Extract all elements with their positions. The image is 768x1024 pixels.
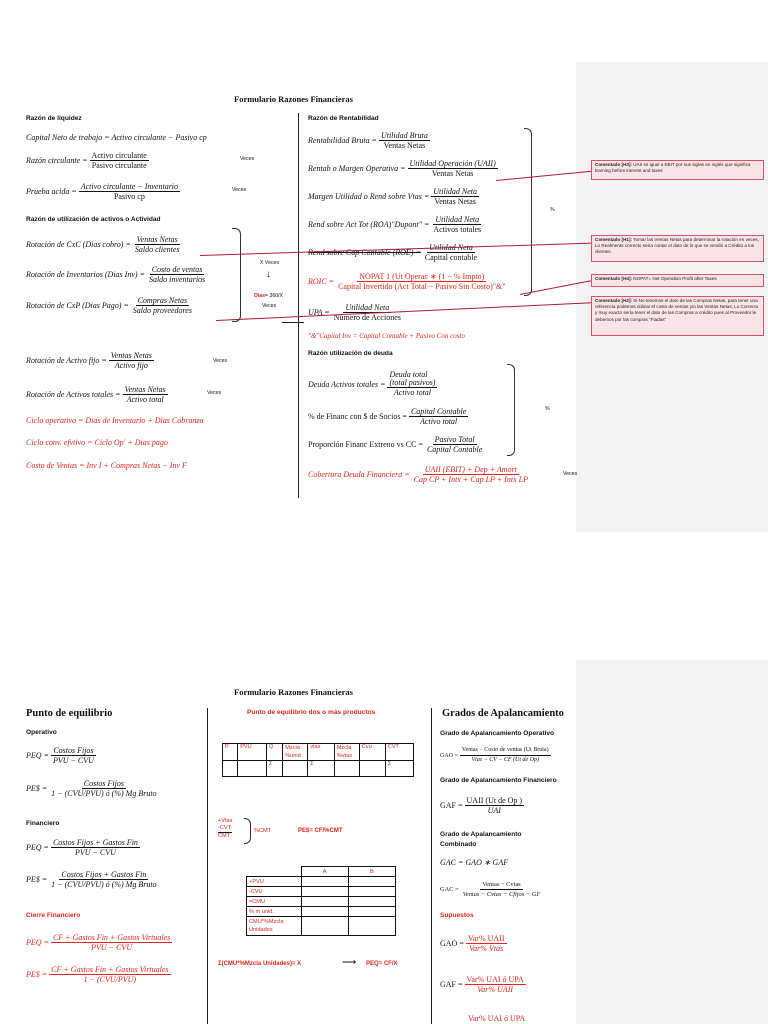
formula-lhs: Rotación de Activo fijo = xyxy=(26,356,107,365)
denominator: Var% Vtas xyxy=(469,944,504,953)
table-row xyxy=(247,887,396,897)
page-title: Formulario Razones Financieras xyxy=(234,94,353,104)
table-cell xyxy=(301,907,348,917)
formula-sum-cmu: Σ(CMU*%Mzcla Unidades)= X xyxy=(218,961,302,967)
denominator: 1 − (CVU/PVU) xyxy=(83,975,137,984)
dias-label: Dias xyxy=(254,293,265,299)
column-divider xyxy=(298,113,299,498)
denominator: Activo total xyxy=(420,417,458,426)
table-cell: Cvu xyxy=(359,744,385,761)
formula-gac xyxy=(440,880,544,899)
numerator: Costos Fijos + Gastos Fin xyxy=(52,838,138,847)
table-cell: % m unid. xyxy=(247,907,302,917)
unit-percent: % xyxy=(550,207,555,213)
bracket-rentabilidad xyxy=(524,128,532,296)
formula-rotacion-activo-fijo xyxy=(26,351,156,370)
comment-tag: Comentado [H1]: xyxy=(595,237,633,242)
formula-ciclo-efectivo: Ciclo conv. efvtivo = Ciclo Op' + Dias pago xyxy=(26,438,168,447)
formula-peq-cfx: PEQ= CF/X xyxy=(366,961,398,967)
label-pct-cmt: %CMT xyxy=(254,828,272,834)
formula-gac-producto: GAC = GAO ∗ GAF xyxy=(440,858,509,867)
numerator: Ventas Netas xyxy=(110,351,152,360)
formula-lhs: GAF = xyxy=(440,980,463,989)
denominator: Capital Invertido (Act Total − Pasivo Sin Costo)"&" xyxy=(338,282,506,291)
formula-lhs: % de Financ con $ de Socios = xyxy=(308,412,407,421)
denominator: Activo total xyxy=(126,395,164,404)
denominator: Ventas Netas xyxy=(431,169,474,178)
table-cell: Q xyxy=(266,744,282,761)
label-veces: Veces xyxy=(262,303,277,309)
numerator: CF + Gastos Fin + Gastos Virtuales xyxy=(52,933,171,942)
numerator: Utilidad Neta xyxy=(429,243,473,252)
denominator: Número de Acciones xyxy=(333,313,401,322)
bracket-rotacion xyxy=(232,228,241,322)
page-title: Formulario Razones Financieras xyxy=(234,687,353,697)
table-cell: B xyxy=(348,867,395,877)
formula-costo-ventas: Costo de Ventas = Inv I + Compras Netas − Inv F xyxy=(26,461,187,470)
numerator: Costos Fijos + Gastos Fin xyxy=(61,870,147,879)
formula-lhs: ROIC = xyxy=(308,277,335,286)
numerator: Utilidad Neta xyxy=(433,187,478,196)
subheading-gao: Grado de Apalancamiento Operativo xyxy=(440,730,555,737)
formula-lhs: PEQ = xyxy=(26,843,49,852)
numerator: Pasivo Total xyxy=(434,435,475,444)
bracket-deuda xyxy=(507,364,515,456)
denominator: Activo fijo xyxy=(114,361,148,370)
table-cell xyxy=(348,917,395,936)
denominator: UAI xyxy=(487,806,501,815)
numerator: Ventas Netas xyxy=(124,385,166,394)
table-cell: PVU xyxy=(238,744,267,761)
numerator: Costos Fijos xyxy=(83,779,124,788)
formula-ciclo-operativo: Ciclo operativo = Dias de Inventario + Dias Cobranza xyxy=(26,416,204,425)
numerator: Ventas Netas xyxy=(136,235,178,244)
comment-text: UAII es igual a EBIT por sus siglas en inglés que significa Earning before interest and taxes xyxy=(595,162,751,174)
unit-veces: Veces xyxy=(207,390,222,396)
numerator-line-1: Deuda total xyxy=(389,370,428,379)
numerator: Costo de ventas xyxy=(151,265,203,274)
table-cell xyxy=(301,877,348,887)
table-cell xyxy=(247,867,302,877)
table-cell xyxy=(223,761,238,777)
comment-tag: Comentado [H3]: xyxy=(595,162,633,167)
bracket-cmt xyxy=(244,818,251,844)
formula-lhs: GAC = xyxy=(440,886,459,893)
formula-gaf-supuesto xyxy=(440,975,528,994)
table-cell: CVT xyxy=(385,744,413,761)
unit-veces: Veces xyxy=(213,358,228,364)
numerator: Utilidad Neta xyxy=(345,303,390,312)
unit-veces: Veces xyxy=(563,471,578,477)
formula-lhs: PEQ = xyxy=(26,751,49,760)
formula-lhs: UPA = xyxy=(308,308,330,317)
denominator: Capital Contable xyxy=(426,445,483,454)
column-divider xyxy=(207,708,208,1024)
table-cell xyxy=(348,907,395,917)
subheading-gaf: Grado de Apalancamiento Financiero xyxy=(440,777,557,784)
formula-rotacion-inventarios xyxy=(26,265,209,284)
comment-text: Tomar las Ventas Netas para determinar la rotación en veces, Lo Realmente correcto sería contar el dato de lo que se vendió a Crédito a los clientes. xyxy=(595,237,759,255)
dias-eq: = 360/X xyxy=(264,293,283,299)
section-rentabilidad-heading: Razón de Rentabilidad xyxy=(308,115,379,122)
formula-lhs: PE$ = xyxy=(26,875,48,884)
unit-veces: Veces xyxy=(240,156,255,162)
denominator: Pasivo circulante xyxy=(91,161,147,170)
table-cell xyxy=(283,761,308,777)
subheading-cierre-financiero: Cierre Financiero xyxy=(26,912,81,919)
subheading-gac-line-2: Combinado xyxy=(440,841,477,848)
formula-gao-supuesto xyxy=(440,934,509,953)
table-cell xyxy=(334,761,359,777)
denominator: 1 − (CVU/PVU) ó (%) Mg Bruto xyxy=(51,880,157,889)
table-cell xyxy=(301,917,348,936)
comment-tag: Comentado [H4]: xyxy=(595,276,633,281)
formula-lhs: Rend sobre Act Tot (ROA)"Dupont" = xyxy=(308,220,430,229)
table-cell: Mzcla %vtas xyxy=(334,744,359,761)
table-row xyxy=(223,761,414,777)
unit-percent: % xyxy=(545,406,550,412)
formula-lhs: Rotación de CxC (Dias cobro) = xyxy=(26,240,131,249)
flow-item: +Vtas xyxy=(218,818,233,824)
table-cell: Mzcla %unid xyxy=(283,744,308,761)
subheading-supuestos: Supuestos xyxy=(440,912,474,919)
formula-lhs: Rotación de CxP (Dias Pago) = xyxy=(26,301,129,310)
formula-gac-supuesto xyxy=(468,1014,525,1023)
row-divider xyxy=(282,322,304,323)
formula-lhs: Razón circulante = xyxy=(26,156,88,165)
denominator: Activos totales xyxy=(433,225,482,234)
table-cell: CMU*%Mzcla Unidades xyxy=(247,917,302,936)
flow-item: -CVT xyxy=(218,825,232,831)
formula-lhs: Cobertura Deuda Financiera = xyxy=(308,470,410,479)
table-row xyxy=(247,897,396,907)
comment-h2[interactable] xyxy=(591,296,764,336)
numerator: Capital Contable xyxy=(410,407,467,416)
numerator: Costos Fijos xyxy=(53,746,94,755)
denominator: Saldo clientes xyxy=(134,245,180,254)
table-row xyxy=(247,867,396,877)
table-cell: P xyxy=(223,744,238,761)
table-cell xyxy=(348,887,395,897)
table-cell: Σ xyxy=(385,761,413,777)
denominator: Ventas Netas xyxy=(383,141,426,150)
formula-lhs: Rotación de Inventarios (Dias Inv) = xyxy=(26,270,145,279)
numerator: Utilidad Operación (UAII) xyxy=(409,159,496,168)
comment-h1[interactable] xyxy=(591,235,764,262)
numerator: Var% UAI ó UPA xyxy=(466,975,524,984)
subheading-financiero: Financiero xyxy=(26,820,60,827)
table-cell xyxy=(348,897,395,907)
comment-tag: Comentado [H2]: xyxy=(595,298,633,303)
table-cell: A xyxy=(301,867,348,877)
formula-lhs: GAO = xyxy=(440,752,458,759)
formula-gaf xyxy=(440,796,526,815)
formula-capital-neto: Capital Neto de trabajo = Activo circulante − Pasivo cp xyxy=(26,133,207,142)
formula-lhs: PEQ = xyxy=(26,938,49,947)
heading-grados-apalancamiento: Grados de Apalancamiento xyxy=(442,708,564,719)
table-cell xyxy=(359,761,385,777)
flow-list xyxy=(218,818,232,840)
numerator: Activo circulante xyxy=(91,151,147,160)
comments-pane-2 xyxy=(576,660,768,1024)
table-row xyxy=(223,744,414,761)
formula-lhs: Rotación de Activos totales = xyxy=(26,390,121,399)
table-cell: Σ xyxy=(266,761,282,777)
numerator: Ventas − Cvtas xyxy=(482,881,521,888)
formula-capital-invertido: "&"Capital Inv = Capital Contable + Pasivo Con costo xyxy=(308,332,465,340)
numerator: Utilidad Neta xyxy=(435,215,480,224)
subheading-gac-line-1: Grado de Apalancamiento xyxy=(440,831,522,838)
comment-h3[interactable] xyxy=(591,160,764,180)
denominator: Pasivo cp xyxy=(113,192,145,201)
denominator: Cap CP + Intx + Cap LP + Intx LP xyxy=(413,475,528,484)
denominator: Capital contable xyxy=(424,253,478,262)
formula-rotacion-cxc xyxy=(26,235,184,254)
formula-roic xyxy=(308,272,510,291)
formula-rotacion-cxp xyxy=(26,296,196,315)
formula-margen-operativo xyxy=(308,159,500,178)
denominator: 1 − (CVU/PVU) ó (%) Mg Bruto xyxy=(51,789,157,798)
formula-lhs: Rend sobre Cap Contable (ROE) = xyxy=(308,248,421,257)
formula-pes-cf: PE$= CF/%CMT xyxy=(298,828,343,834)
numerator: Activo circulante − Inventario xyxy=(80,182,179,191)
numerator: UAII (Ut de Op ) xyxy=(466,796,523,805)
table-row xyxy=(247,877,396,887)
formula-roe xyxy=(308,243,481,262)
numerator: NOPAT 1 (Ut Operac ∗ (1 − % Impto) xyxy=(359,272,485,281)
denominator: Vtas − CV − CF (Ut de Op) xyxy=(471,757,539,763)
formula-roa xyxy=(308,215,485,234)
table-cell: +PVU xyxy=(247,877,302,887)
numerator-line-2: (total pasivos) xyxy=(389,378,436,387)
formula-lhs: GAF = xyxy=(440,801,463,810)
subheading-gac xyxy=(440,830,521,850)
denominator: PVU − CVU xyxy=(52,756,94,765)
section-actividad-heading: Razón de utilización de activos o Actividad xyxy=(26,216,161,223)
denominator: Saldo proveedores xyxy=(132,306,192,315)
formula-lhs: PE$ = xyxy=(26,970,48,979)
table-row xyxy=(247,917,396,936)
formula-lhs: Prueba acida = xyxy=(26,187,77,196)
formula-lhs: Deuda Activos totales = xyxy=(308,379,386,389)
product-table xyxy=(246,866,396,936)
denominator: Var% UAII xyxy=(477,985,514,994)
denominator: Activo total xyxy=(393,388,432,397)
formula-lhs: PE$ = xyxy=(26,784,48,793)
numerator: Var% UAII xyxy=(467,934,505,943)
numerator: CF + Gastos Fin + Gastos Virtuales xyxy=(51,965,169,974)
heading-punto-equilibrio: Punto de equilibrio xyxy=(26,708,113,719)
flow-item: CMT xyxy=(218,832,232,840)
formula-peq-financiero xyxy=(26,838,142,857)
table-cell: -CVU xyxy=(247,887,302,897)
formula-financ-socios xyxy=(308,407,470,426)
formula-proporcion-financ xyxy=(308,435,486,454)
section-deuda-heading: Razón utilización de deuda xyxy=(308,350,393,357)
formula-peq xyxy=(26,746,98,765)
denominator: Ventas − Cvtas − Cfijos − GF xyxy=(462,891,541,898)
denominator: Ventas Netas xyxy=(434,197,476,206)
formula-pes-cierre xyxy=(26,965,173,984)
numerator: UAII (EBIT) + Dep + Amort xyxy=(424,465,517,474)
comment-h4[interactable] xyxy=(591,274,764,287)
denominator: PVU − CVU xyxy=(74,848,116,857)
table-cell xyxy=(301,897,348,907)
table-cell: Σ xyxy=(308,761,335,777)
label-x-veces: X Veces xyxy=(260,260,280,266)
label-dias xyxy=(254,293,283,299)
numerator: Utilidad Bruta xyxy=(380,131,428,140)
formula-lhs: Proporción Financ Extreno vs CC = xyxy=(308,440,423,449)
heading-pe-multiproducto: Punto de equilibrio dos o más productos xyxy=(247,709,376,716)
formula-lhs: Rentab o Margen Operativa = xyxy=(308,164,406,173)
formula-gao xyxy=(440,746,553,765)
denominator: Saldo inventarios xyxy=(148,275,206,284)
formula-pes-financiero xyxy=(26,870,161,889)
subheading-operativo: Operativo xyxy=(26,729,57,736)
denominator: PVU − CVU xyxy=(91,943,133,952)
formula-rotacion-activos-totales xyxy=(26,385,170,404)
column-divider xyxy=(431,708,432,1024)
formula-prueba-acida xyxy=(26,182,182,201)
table-cell xyxy=(238,761,267,777)
numerator: Compras Netas xyxy=(137,296,188,305)
table-cell: vtas xyxy=(308,744,335,761)
unit-veces: Veces xyxy=(232,187,247,193)
comment-text: Si No tenemos el dato de las Compras Netas, para tener una referencia podemos utilizar el costo de ventas y/o las Ventas Netas; Lo Correcto y muy exacto sería tener el dato de las Compras a crédito pues al Proveedor le debemos por las compras "Fiadas" xyxy=(595,298,759,322)
table-cell xyxy=(301,887,348,897)
numerator: Var% UAI ó UPA xyxy=(468,1014,526,1023)
section-liquidez-heading: Razón de liquidez xyxy=(26,115,82,122)
table-row xyxy=(247,907,396,917)
formula-lhs: Rentabilidad Bruta = xyxy=(308,136,377,145)
arrow-right-icon: ⟶ xyxy=(342,957,357,968)
formula-cobertura-deuda xyxy=(308,465,532,484)
formula-pes xyxy=(26,779,161,798)
formula-razon-circulante xyxy=(26,151,151,170)
formula-rentabilidad-bruta xyxy=(308,131,432,150)
formula-peq-cierre xyxy=(26,933,174,952)
formula-lhs: Margen Utilidad o Rend sobre Vtas = xyxy=(308,192,430,201)
formula-lhs: GAO = xyxy=(440,939,464,948)
mix-table xyxy=(222,743,414,777)
arrow-down-icon: ↓ xyxy=(266,269,271,280)
formula-margen-utilidad xyxy=(308,187,481,206)
numerator: Ventas − Costo de ventas (Ut Bruta) xyxy=(460,746,551,756)
table-cell: =CMU xyxy=(247,897,302,907)
comment-text: NOPAT= Net Operation Profit after Taxes xyxy=(633,276,717,281)
numerator xyxy=(387,371,437,388)
table-cell xyxy=(348,877,395,887)
formula-deuda-activos xyxy=(308,371,439,397)
